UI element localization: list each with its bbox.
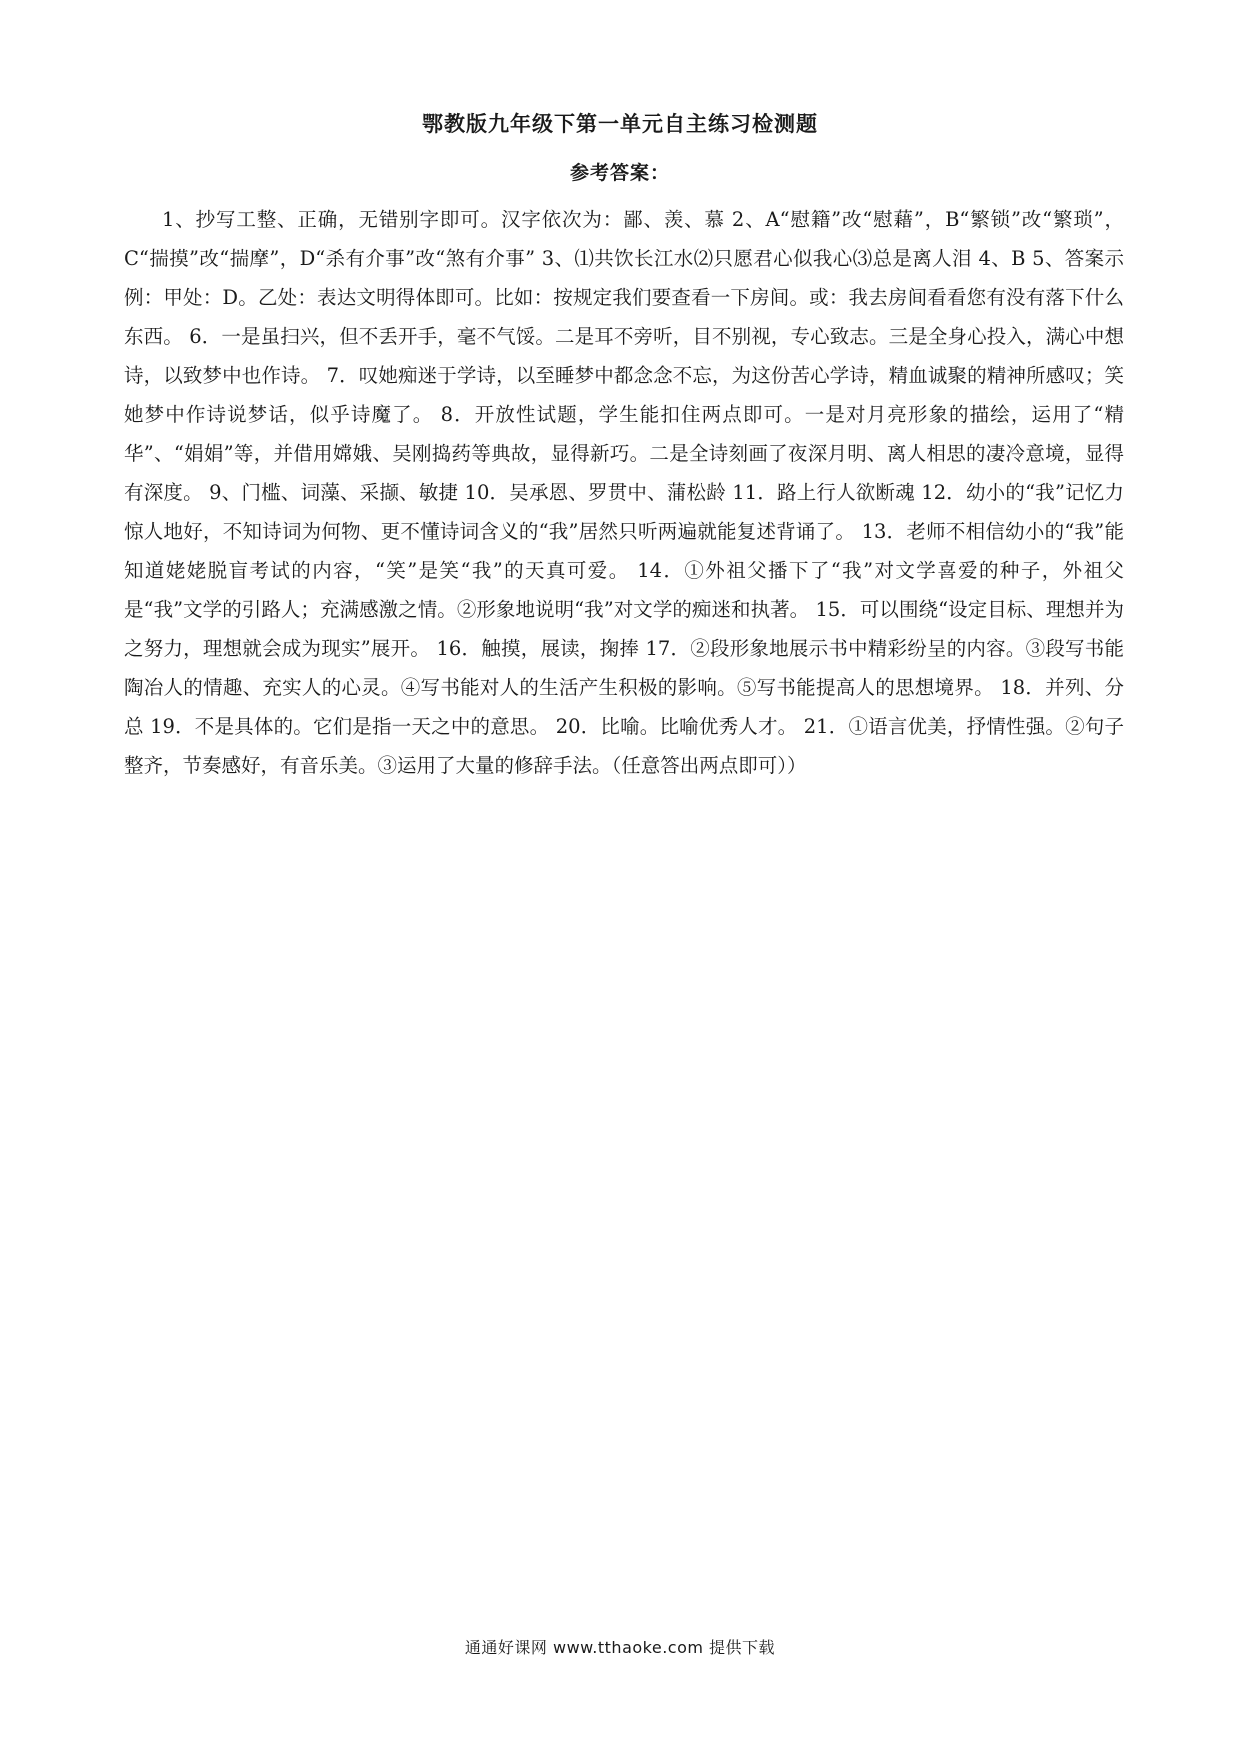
answer-key-heading: 参考答案： bbox=[569, 162, 670, 184]
document-title: 鄂教版九年级下第一单元自主练习检测题 bbox=[422, 112, 818, 136]
page-footer: 通通好课网 www.tthaoke.com 提供下载 bbox=[464, 1638, 776, 1657]
answer-key-body: 1、抄写工整、正确，无错别字即可。汉字依次为：鄙、羡、慕 2、A“慰籍”改“慰藉”，B“繁锁”改“繁琐”，C“揣摸”改“揣摩”，D“杀有介事”改“煞有介事” 3、⑴共饮长江水⑵只愿君心似我心⑶总是离人泪 4、B 5、答案示例：甲处：D。乙处：表达文明得体即可。比如：按规定我们要查看一下房间。或：我去房间看看您有没有落下什么东西。 6．一是虽扫兴，但不丢开手，毫不气馁。二是耳不旁听，目不别视，专心致志。三是全身心投入，满心中想诗，以致梦中也作诗。 7．叹她痴迷于学诗，以至睡梦中都念念不忘，为这份苦心学诗，精血诚聚的精神所感叹；笑她梦中作诗说梦话，似乎诗魔了。 8．开放性试题，学生能扣住两点即可。一是对月亮形象的描绘，运用了“精华”、“娟娟”等，并借用嫦娥、吴刚捣药等典故，显得新巧。二是全诗刻画了夜深月明、离人相思的凄冷意境，显得有深度。 9、门槛、词藻、采撷、敏捷 10．吴承恩、罗贯中、蒲松龄 11．路上行人欲断魂 12．幼小的“我”记忆力惊人地好，不知诗词为何物、更不懂诗词含义的“我”居然只听两遍就能复述背诵了。 13．老师不相信幼小的“我”能知道姥姥脱盲考试的内容，“笑”是笑“我”的天真可爱。 14．①外祖父播下了“我”对文学喜爱的种子，外祖父是“我”文学的引路人；充满感激之情。②形象地说明“我”对文学的痴迷和执著。 15．可以围绕“设定目标、理想并为之努力，理想就会成为现实”展开。 16．触摸，展读，掬捧 17．②段形象地展示书中精彩纷呈的内容。③段写书能陶冶人的情趣、充实人的心灵。④写书能对人的生活产生积极的影响。⑤写书能提高人的思想境界。 18．并列、分总 19．不是具体的。它们是指一天之中的意思。 20．比喻。比喻优秀人才。 21．①语言优美，抒情性强。②句子整齐，节奏感好，有音乐美。③运用了大量的修辞手法。（任意答出两点即可）） bbox=[124, 208, 1124, 777]
